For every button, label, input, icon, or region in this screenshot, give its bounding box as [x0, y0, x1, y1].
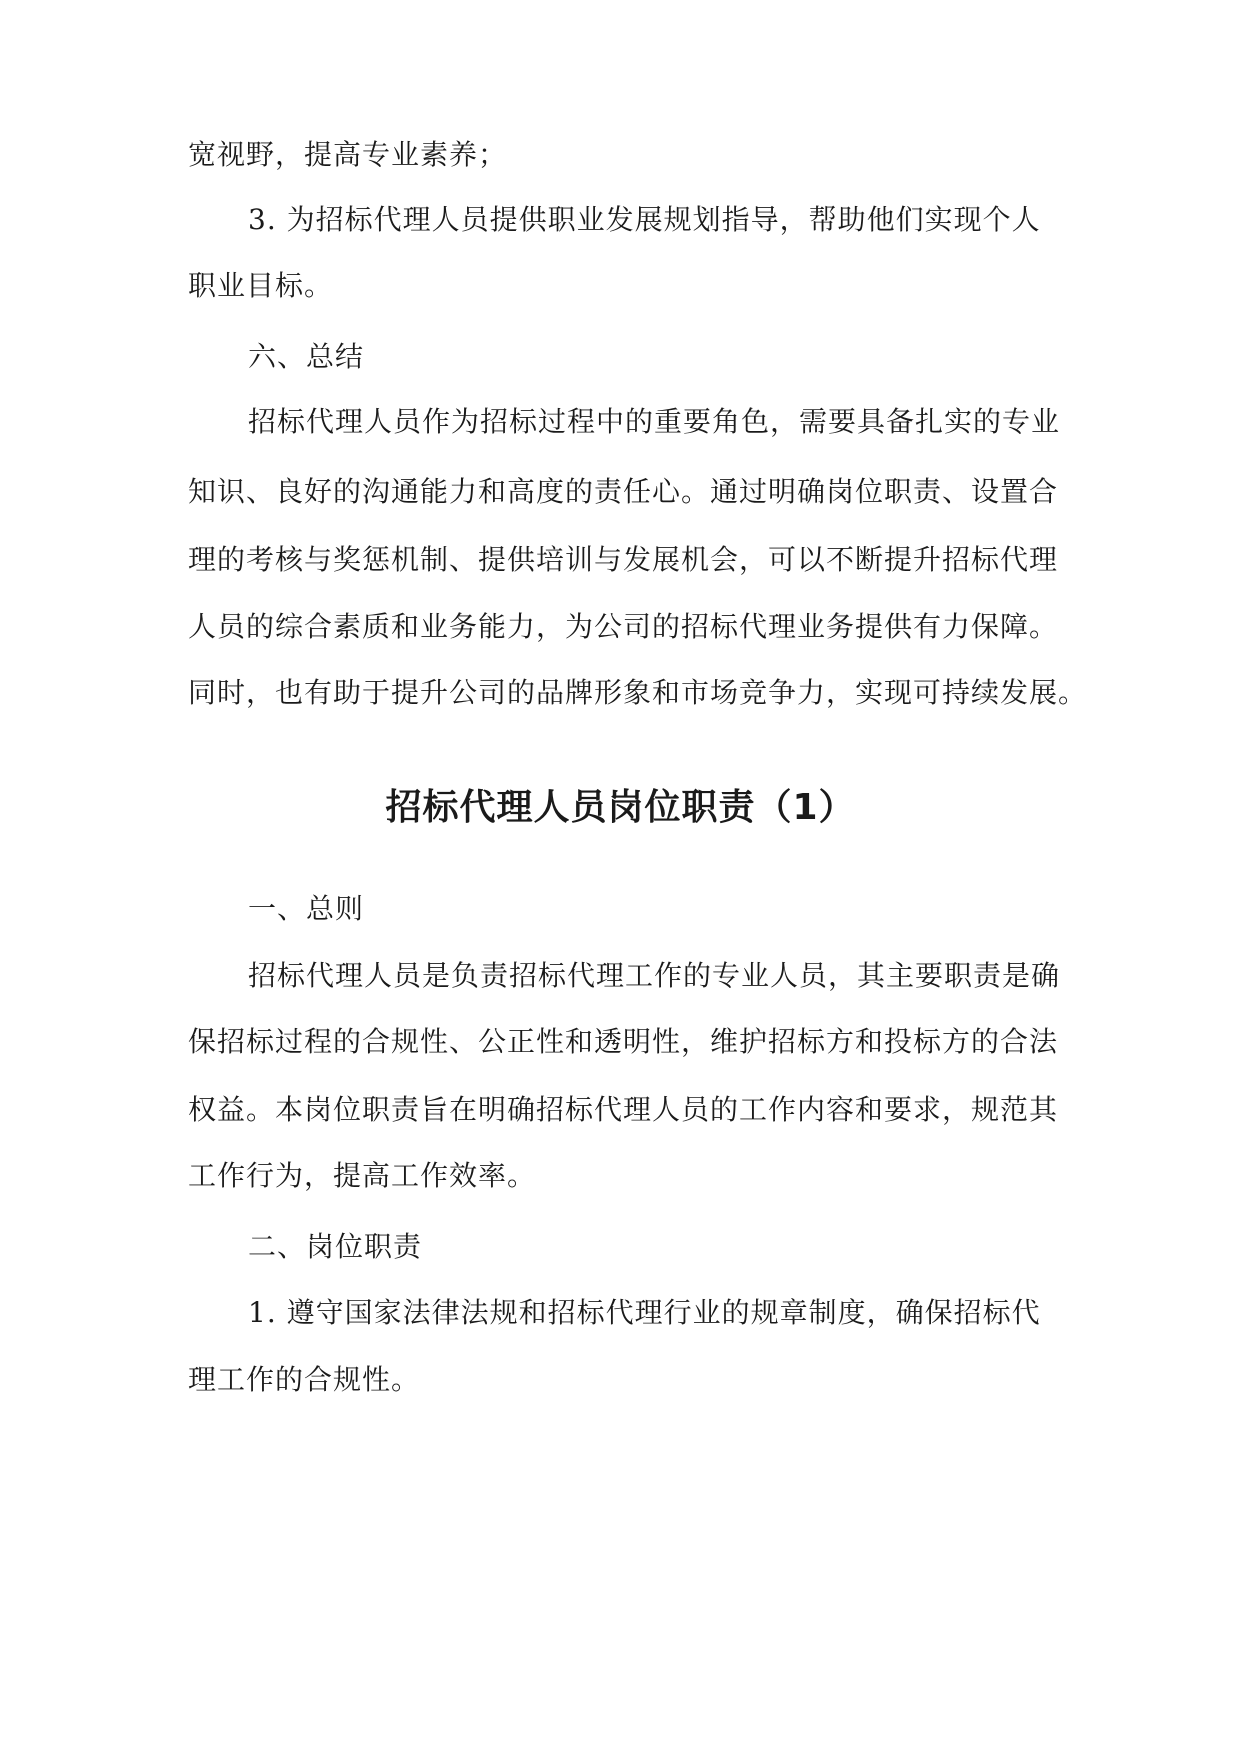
body-line: 招标代理人员作为招标过程中的重要角色，需要具备扎实的专业 — [248, 405, 1061, 438]
body-line: 人员的综合素质和业务能力，为公司的招标代理业务提供有力保障。 — [188, 610, 1059, 643]
section-heading-duties: 二、岗位职责 — [248, 1230, 423, 1263]
body-line: 权益。本岗位职责旨在明确招标代理人员的工作内容和要求，规范其 — [188, 1093, 1059, 1126]
list-item-1: 1. 遵守国家法律法规和招标代理行业的规章制度，确保招标代 — [248, 1296, 1041, 1329]
body-line: 招标代理人员是负责招标代理工作的专业人员，其主要职责是确 — [248, 959, 1061, 992]
body-line: 职业目标。 — [188, 269, 334, 302]
body-line: 工作行为，提高工作效率。 — [188, 1159, 537, 1192]
document-title: 招标代理人员岗位职责（1） — [385, 787, 856, 828]
body-line: 保招标过程的合规性、公正性和透明性，维护招标方和投标方的合法 — [188, 1025, 1059, 1058]
body-line: 宽视野，提高专业素养； — [188, 138, 508, 171]
section-heading-general: 一、总则 — [248, 892, 365, 925]
body-line: 理工作的合规性。 — [188, 1363, 421, 1396]
body-line: 同时，也有助于提升公司的品牌形象和市场竞争力，实现可持续发展。 — [188, 676, 1088, 709]
body-line: 知识、良好的沟通能力和高度的责任心。通过明确岗位职责、设置合 — [188, 475, 1059, 508]
list-item-3: 3. 为招标代理人员提供职业发展规划指导，帮助他们实现个人 — [248, 203, 1041, 236]
body-line: 理的考核与奖惩机制、提供培训与发展机会，可以不断提升招标代理 — [188, 543, 1059, 576]
section-heading-summary: 六、总结 — [248, 340, 365, 373]
